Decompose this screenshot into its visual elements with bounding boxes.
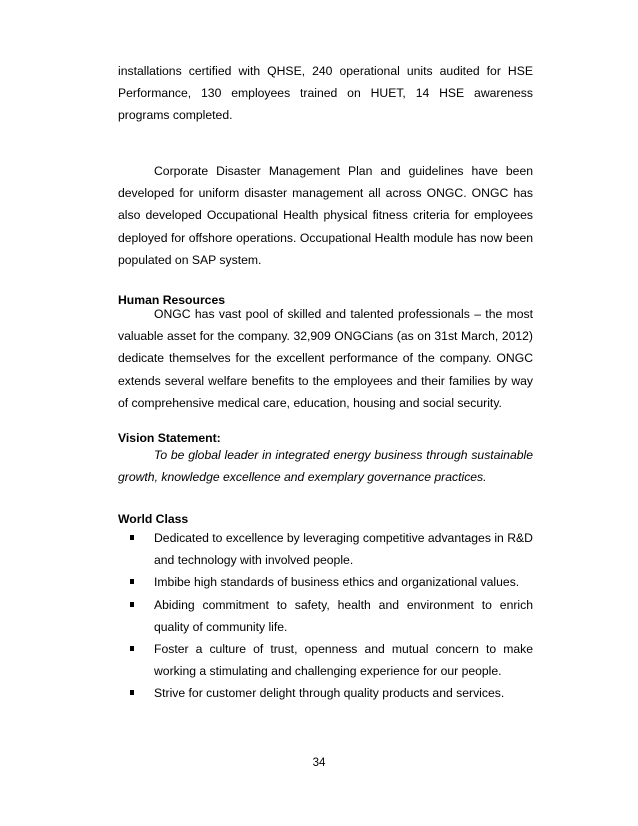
list-item-text: Abiding commitment to safety, health and environment to enrich quality of community life. <box>154 597 533 634</box>
list-item <box>118 638 533 682</box>
vision-statement-heading: Vision Statement: <box>118 431 221 445</box>
page-number: 34 <box>312 757 326 769</box>
list-item-text: Imbibe high standards of business ethics and organizational values. <box>154 575 520 590</box>
bullet-square-icon <box>130 579 134 584</box>
hse-continuation-paragraph: installations certified with QHSE, 240 operational units audited for HSE Performance, 130 employees trained on HUET, 14 HSE awareness programs completed. <box>118 64 533 123</box>
bullet-square-icon <box>130 602 134 607</box>
bullet-square-icon <box>130 646 134 651</box>
disaster-management-paragraph: Corporate Disaster Management Plan and guidelines have been developed for uniform disaster management all across ONGC. ONGC has also developed Occupational Health physical fitness criteria for employees deployed for offshore operations. Occupational Health module has now been populated on SAP system. <box>118 164 533 267</box>
list-item-text: Dedicated to excellence by leveraging competitive advantages in R&D and technology with involved people. <box>154 531 533 568</box>
bullet-square-icon <box>130 535 134 540</box>
bullet-square-icon <box>130 690 134 695</box>
list-item <box>118 594 533 638</box>
world-class-list <box>118 527 533 705</box>
vision-statement-text: To be global leader in integrated energy business through sustainable growth, knowledge excellence and exemplary governance practices. <box>118 448 533 485</box>
human-resources-heading: Human Resources <box>118 293 226 307</box>
list-item <box>118 571 533 593</box>
list-item <box>118 682 533 704</box>
list-item <box>118 527 533 571</box>
list-item-text: Foster a culture of trust, openness and mutual concern to make working a stimulating and challenging experience for our people. <box>154 642 533 679</box>
world-class-heading: World Class <box>118 512 189 526</box>
list-item-text: Strive for customer delight through quality products and services. <box>154 686 505 701</box>
human-resources-paragraph: ONGC has vast pool of skilled and talented professionals – the most valuable asset for the company. 32,909 ONGCians (as on 31st March, 2012) dedicate themselves for the excellent performance of the company. ONGC extends several welfare benefits to the employees and their families by way of comprehensive medical care, education, housing and social security. <box>118 307 533 410</box>
